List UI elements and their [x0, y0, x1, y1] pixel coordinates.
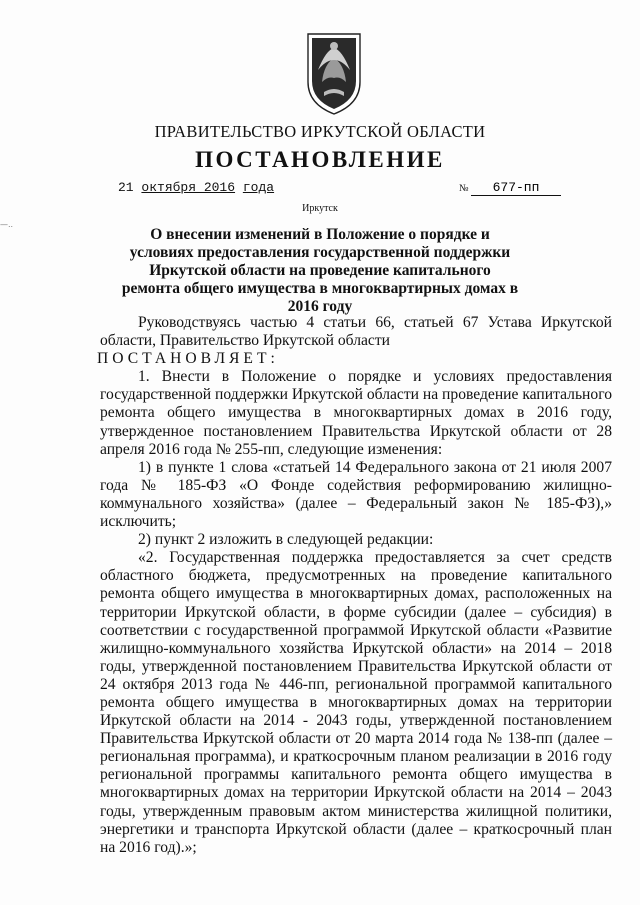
city-name: Иркутск	[302, 203, 338, 214]
date-day: 21	[118, 180, 134, 195]
government-name: ПРАВИТЕЛЬСТВО ИРКУТСКОЙ ОБЛАСТИ	[154, 122, 486, 141]
quoted-item-paragraph: «2. Государственная поддержка предоставляется за счет средств областного бюджета, предусмотренных на проведение капитального ремонта общего имущества в многоквартирных домах, расположенных на территории Иркутской области, в форме субсидии (далее – субсидия) в соответствии с государственной программой Иркутской области «Развитие жилищно-коммунального хозяйства Иркутской области» на 2014 – 2018 годы, утвержденной постановлением Правительства Иркутской области от 24 октября 2013 года № 446-пп, региональной программой капитального ремонта общего имущества в многоквартирных домах на территории Иркутской области на 2014 - 2043 годы, утвержденной постановлением Правительства Иркутской области от 20 марта 2014 года № 138-пп (далее – региональная программа), и краткосрочным планом реализации в 2016 году региональной программы капитального ремонта общего имущества в многоквартирных домах на территории Иркутской области на 2014 – 2043 годы, утвержденным правовым актом министерства жилищной политики, энергетики и транспорта Иркутской области (далее – краткосрочный план на 2016 год).»;	[100, 549, 612, 856]
preamble-paragraph: Руководствуясь частью 4 статьи 66, статьей 67 Устава Иркутской области, Правительство Иркутской области	[100, 314, 612, 350]
margin-mark: —..	[0, 220, 14, 229]
sub-item-1-paragraph: 1) в пункте 1 слова «статьей 14 Федерального закона от 21 июля 2007 года № 185-ФЗ «О Фонде содействия реформированию жилищно-коммунального хозяйства» (далее – Федеральный закон № 185-ФЗ),» исключить;	[100, 458, 612, 531]
document-title: О внесении изменений в Положение о порядке и условиях предоставления государственной поддержки Иркутской области на проведение капитального ремонта общего имущества в многоквартирных домах в 2016 году	[121, 226, 519, 315]
date-month-year: октября 2016	[141, 180, 236, 195]
document-type-heading: ПОСТАНОВЛЕНИЕ	[195, 147, 445, 172]
sub-item-2-paragraph: 2) пункт 2 изложить в следующей редакции:	[138, 531, 434, 549]
item-1-paragraph: 1. Внести в Положение о порядке и условиях предоставления государственной поддержки Иркутской области на проведение капитального ремонта общего имущества в многоквартирных домах в 2016 году, утвержденное постановлением Правительства Иркутской области от 28 апреля 2016 года № 255-пп, следующие изменения:	[100, 368, 612, 458]
document-body	[97, 314, 612, 857]
number-label: №	[459, 183, 469, 194]
date-suffix: года	[242, 180, 275, 195]
document-date	[118, 180, 274, 195]
document-number: 677-пп	[471, 180, 561, 196]
resolves-heading: ПОСТАНОВЛЯЕТ:	[97, 350, 279, 368]
coat-of-arms-emblem	[304, 30, 364, 116]
